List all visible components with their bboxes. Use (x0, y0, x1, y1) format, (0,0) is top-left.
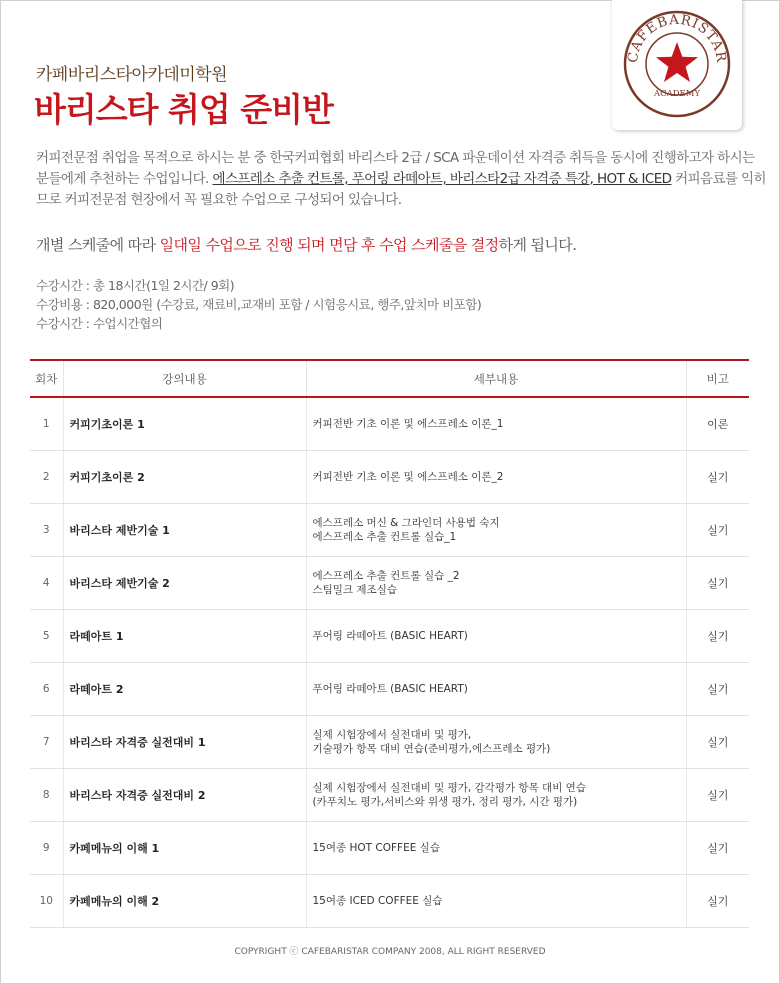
info-hours: 수강시간 : 총 18시간(1일 2시간/ 9회) (36, 278, 235, 293)
row-detail (306, 557, 686, 610)
row-detail (306, 663, 686, 716)
course-description (36, 148, 766, 211)
copyright-text: COPYRIGHT ⓒ CAFEBARISTAR COMPANY 2008, ALL RIGHT RESERVED (234, 947, 546, 957)
row-title: 라떼아트 1 (63, 610, 306, 663)
row-detail-line-2: 에스프레소 추출 컨트롤 실습_1 (312, 531, 457, 543)
row-detail (306, 451, 686, 504)
row-detail-line-1: 15여종 ICED COFFEE 실습 (312, 895, 443, 907)
row-note: 실기 (686, 663, 749, 716)
row-note: 실기 (686, 504, 749, 557)
row-note: 실기 (686, 875, 749, 928)
academy-logo (612, 0, 742, 130)
row-detail-line-1: 커피전반 기초 이론 및 에스프레소 이론_2 (312, 471, 504, 483)
description-text-1: 커피전문점 취업을 목적으로 하시는 분 중 한국커피협회 바리스타 2급 / SCA 파운데이션 자격증 취득을 동시에 진행하고자 하시는 분들에게 추천하는 수업입니다. (36, 150, 755, 187)
table-row (30, 716, 749, 769)
row-title: 카페메뉴의 이해 2 (63, 875, 306, 928)
row-number: 6 (30, 663, 63, 716)
star-icon (656, 42, 698, 82)
row-note: 실기 (686, 769, 749, 822)
row-number: 2 (30, 451, 63, 504)
header-detail: 세부내용 (306, 360, 686, 397)
page-title: 바리스타 취업 준비반 (34, 90, 333, 129)
header-session: 회차 (30, 360, 63, 397)
course-info (36, 276, 481, 333)
table-header-row (30, 360, 749, 397)
row-detail (306, 716, 686, 769)
row-detail (306, 610, 686, 663)
row-detail-line-1: 실제 시험장에서 실전대비 및 평가, (312, 729, 472, 741)
row-number: 3 (30, 504, 63, 557)
row-number: 8 (30, 769, 63, 822)
row-note: 이론 (686, 397, 749, 451)
row-title: 바리스타 자격증 실전대비 1 (63, 716, 306, 769)
row-detail-line-1: 실제 시험장에서 실전대비 및 평가, 감각평가 항목 대비 연습 (312, 782, 586, 794)
schedule-notice (36, 234, 576, 255)
table-row (30, 397, 749, 451)
table-row (30, 610, 749, 663)
row-detail-line-1: 에스프레소 머신 & 그라인더 사용법 숙지 (312, 517, 500, 529)
row-number: 1 (30, 397, 63, 451)
schedule-highlight: 일대일 수업으로 진행 되며 면담 후 수업 스케줄을 결정 (159, 236, 499, 254)
row-detail (306, 504, 686, 557)
table-row (30, 663, 749, 716)
table-row (30, 557, 749, 610)
row-title: 라떼아트 2 (63, 663, 306, 716)
row-detail-line-1: 푸어링 라떼아트 (BASIC HEART) (312, 630, 468, 642)
row-detail-line-1: 푸어링 라떼아트 (BASIC HEART) (312, 683, 468, 695)
row-title: 카페메뉴의 이해 1 (63, 822, 306, 875)
row-title: 커피기초이론 1 (63, 397, 306, 451)
row-number: 10 (30, 875, 63, 928)
row-note: 실기 (686, 822, 749, 875)
row-detail-line-2: 기술평가 항목 대비 연습(준비평가,에스프레소 평가) (312, 743, 551, 755)
table-row (30, 769, 749, 822)
table-row (30, 822, 749, 875)
row-detail (306, 875, 686, 928)
row-detail-line-1: 15여종 HOT COFFEE 실습 (312, 842, 440, 854)
logo-bottom-text: ACADEMY (653, 89, 701, 99)
row-number: 7 (30, 716, 63, 769)
row-detail-line-2: 스팀밀크 제조실습 (312, 584, 397, 596)
academy-name: 카페바리스타아카데미학원 (36, 65, 228, 85)
description-text-2: 커피음료를 익히므로 커피전문점 현장에서 꼭 필요한 수업으로 구성되어 있습니다. (36, 171, 766, 208)
header-lecture: 강의내용 (63, 360, 306, 397)
row-title: 바리스타 자격증 실전대비 2 (63, 769, 306, 822)
table-row (30, 451, 749, 504)
row-note: 실기 (686, 716, 749, 769)
row-title: 커피기초이론 2 (63, 451, 306, 504)
row-note: 실기 (686, 610, 749, 663)
row-detail-line-1: 에스프레소 추출 컨트롤 실습 _2 (312, 570, 460, 582)
info-cost: 수강비용 : 820,000원 (수강료, 재료비,교재비 포함 / 시험응시료, 행주,앞치마 비포함) (36, 297, 482, 312)
schedule-prefix: 개별 스케줄에 따라 (36, 236, 160, 254)
row-detail (306, 822, 686, 875)
row-number: 5 (30, 610, 63, 663)
row-note: 실기 (686, 557, 749, 610)
row-title: 바리스타 제반기술 1 (63, 504, 306, 557)
row-detail-line-2: (카푸치노 평가,서비스와 위생 평가, 정리 평가, 시간 평가) (312, 796, 578, 808)
row-detail-line-1: 커피전반 기초 이론 및 에스프레소 이론_1 (312, 418, 504, 430)
row-note: 실기 (686, 451, 749, 504)
logo-top-text: CAFEBARISTAR (624, 11, 730, 64)
curriculum-table (30, 359, 749, 928)
row-detail (306, 397, 686, 451)
row-number: 9 (30, 822, 63, 875)
row-number: 4 (30, 557, 63, 610)
header-note: 비고 (686, 360, 749, 397)
info-time: 수강시간 : 수업시간협의 (36, 316, 163, 331)
table-row (30, 875, 749, 928)
row-title: 바리스타 제반기술 2 (63, 557, 306, 610)
row-detail (306, 769, 686, 822)
table-row (30, 504, 749, 557)
logo-emblem (621, 8, 733, 120)
schedule-suffix: 하게 됩니다. (498, 236, 577, 254)
description-highlight: 에스프레소 추출 컨트롤, 푸어링 라떼아트, 바리스타2급 자격증 특강, HOT & ICED (212, 171, 672, 187)
